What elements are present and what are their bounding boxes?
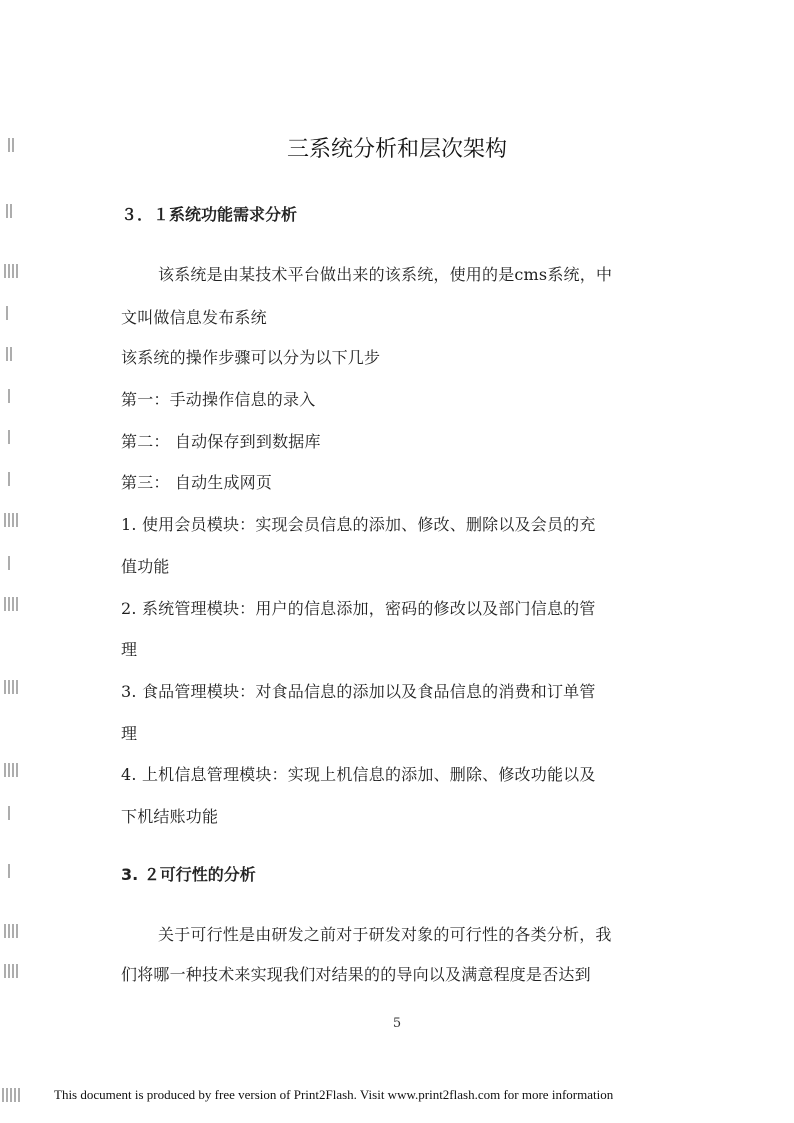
margin-artifact: [2, 513, 20, 527]
body-line: 关于可行性是由研发之前对于研发对象的可行性的各类分析，我: [158, 925, 612, 944]
body-line: 第二： 自动保存到到数据库: [121, 432, 321, 451]
section-heading-3-2: 3. ２可行性的分析: [121, 865, 256, 884]
margin-artifact: [2, 763, 20, 777]
page-number: 5: [392, 1016, 402, 1031]
margin-artifact: [2, 430, 20, 444]
margin-artifact: [2, 680, 20, 694]
margin-artifact: [2, 472, 20, 486]
margin-artifact: [2, 264, 20, 278]
margin-artifact: [2, 138, 20, 152]
body-line: 该系统的操作步骤可以分为以下几步: [121, 348, 381, 367]
margin-artifact: [2, 1088, 20, 1102]
list-item-4: 4. 上机信息管理模块：实现上机信息的添加、删除、修改功能以及: [121, 765, 596, 784]
margin-artifact: [2, 389, 20, 403]
margin-artifact: [2, 924, 20, 938]
body-line: 该系统是由某技术平台做出来的该系统，使用的是cms系统，中: [158, 265, 613, 284]
margin-artifact: [2, 864, 20, 878]
margin-artifact: [2, 347, 20, 361]
margin-artifact: [2, 806, 20, 820]
margin-artifact: [2, 204, 20, 218]
list-item-1: 1. 使用会员模块：实现会员信息的添加、修改、删除以及会员的充: [121, 515, 596, 534]
margin-artifact: [2, 556, 20, 570]
list-item-3-cont: 理: [121, 724, 138, 743]
list-item-1-cont: 值功能: [121, 557, 170, 576]
list-item-3: 3. 食品管理模块：对食品信息的添加以及食品信息的消费和订单管: [121, 682, 596, 701]
body-line: 第一：手动操作信息的录入: [121, 390, 316, 409]
body-line: 第三： 自动生成网页: [121, 473, 273, 492]
list-item-2-cont: 理: [121, 640, 138, 659]
section-heading-3-1: ３．１系统功能需求分析: [121, 205, 298, 224]
margin-artifact: [2, 964, 20, 978]
footer-notice: This document is produced by free version of Print2Flash. Visit www.print2flash.com for more information: [54, 1087, 614, 1102]
margin-artifact: [2, 597, 20, 611]
margin-artifact: [2, 306, 20, 320]
page-title: 三系统分析和层次架构: [286, 137, 507, 162]
body-line: 文叫做信息发布系统: [121, 308, 267, 327]
list-item-4-cont: 下机结账功能: [121, 807, 219, 826]
list-item-2: 2. 系统管理模块：用户的信息添加，密码的修改以及部门信息的管: [121, 599, 596, 618]
body-line: 们将哪一种技术来实现我们对结果的的导向以及满意程度是否达到: [121, 965, 591, 984]
